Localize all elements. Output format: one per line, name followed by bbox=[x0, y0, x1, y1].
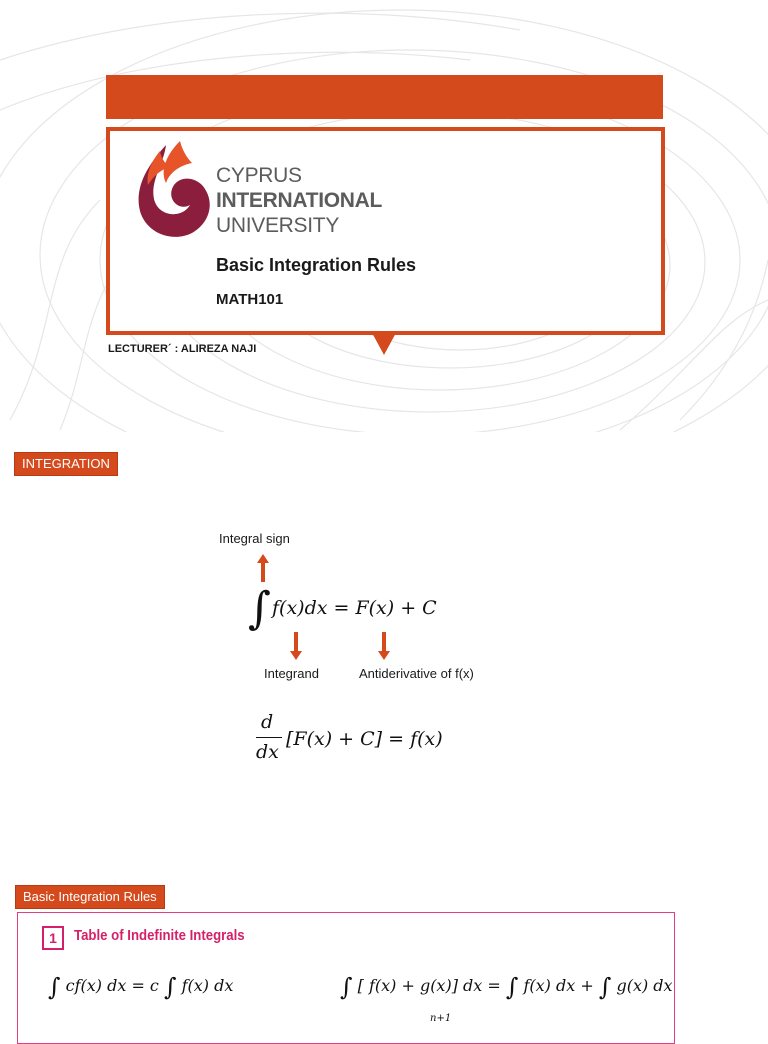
title-card bbox=[106, 127, 665, 335]
section-tag-basic-rules: Basic Integration Rules bbox=[15, 885, 165, 909]
table-heading: Table of Indefinite Integrals bbox=[74, 927, 245, 944]
derivative-denominator: dx bbox=[256, 741, 279, 763]
fraction-bar bbox=[256, 737, 282, 738]
university-name-line-2: INTERNATIONAL bbox=[216, 189, 383, 212]
arrow-up-icon bbox=[256, 554, 270, 582]
rule-constant-multiple: ∫ cf(x) dx = c ∫ f(x) dx bbox=[48, 973, 234, 1001]
lecturer-name: LECTURER´ : ALIREZA NAJI bbox=[108, 343, 257, 355]
title-slide bbox=[0, 0, 768, 432]
derivative-equation: [F(x) + C] = f(x) bbox=[286, 728, 443, 750]
derivative-numerator: d bbox=[261, 711, 274, 733]
university-name-line-1: CYPRUS bbox=[216, 164, 302, 187]
arrow-down-integrand-icon bbox=[289, 632, 303, 660]
integral-sign-label: Integral sign bbox=[219, 531, 290, 546]
title-card-pointer bbox=[371, 331, 397, 355]
arrow-down-antiderivative-icon bbox=[377, 632, 391, 660]
university-name bbox=[216, 163, 382, 238]
indefinite-integrals-table bbox=[17, 912, 675, 1044]
integrand-label: Integrand bbox=[264, 666, 319, 681]
antiderivative-label: Antiderivative of f(x) bbox=[359, 666, 474, 681]
rule-sum: ∫ [ f(x) + g(x)] dx = ∫ f(x) dx + ∫ g(x) dx bbox=[340, 973, 673, 1001]
title-accent-bar bbox=[106, 75, 663, 119]
table-number-badge: 1 bbox=[42, 926, 64, 950]
rule-power-exponent-partial: n+1 bbox=[430, 1013, 452, 1024]
integral-symbol: ∫ bbox=[248, 583, 271, 634]
course-code: MATH101 bbox=[216, 291, 284, 308]
section-tag-integration: INTEGRATION bbox=[14, 452, 118, 476]
university-logo-icon bbox=[130, 141, 214, 247]
university-name-line-3: UNIVERSITY bbox=[216, 214, 340, 237]
integral-equation: f(x)dx = F(x) + C bbox=[272, 597, 437, 619]
deck-title: Basic Integration Rules bbox=[216, 255, 417, 275]
